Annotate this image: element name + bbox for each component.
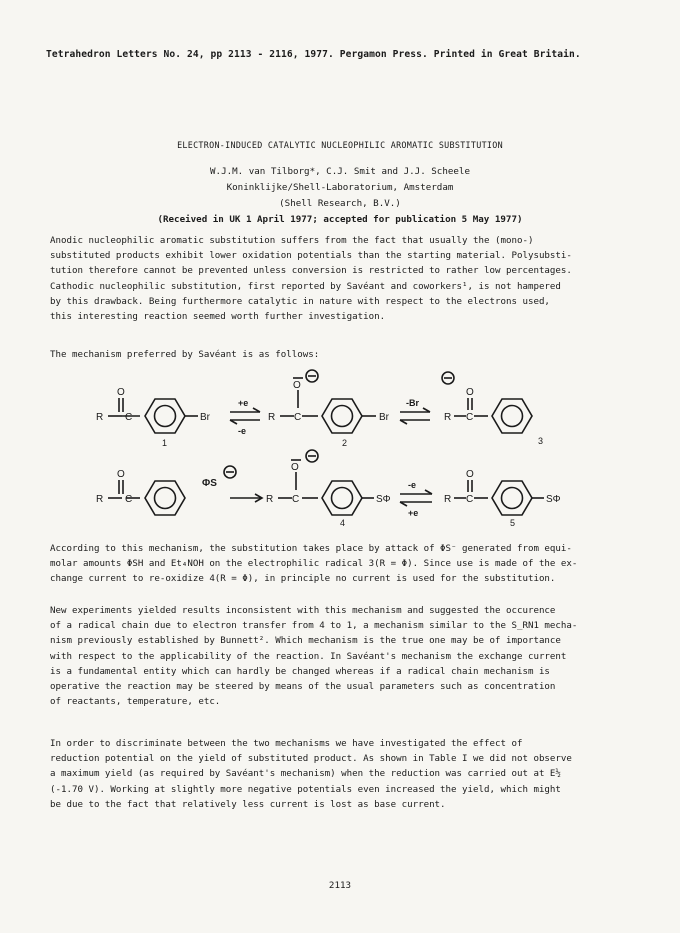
article-authors: W.J.M. van Tilborg*, C.J. Smit and J.J. Scheele	[210, 166, 470, 177]
reaction-scheme-row-2	[90, 440, 610, 528]
text-line: molar amounts ΦSH and Et₄NOH on the electrophilic radical 3(R = Φ). Since use is made of the ex-	[50, 559, 578, 570]
carbonyl-oxygen-label: O	[117, 387, 125, 398]
compound-1-label: 1	[162, 438, 168, 448]
thiophenyl-label: SΦ	[546, 494, 561, 505]
received-line: (Received in UK 1 April 1977; accepted for publication 5 May 1977)	[157, 214, 523, 225]
text-line: nism previously established by Bunnett². Which mechanism is the true one may be of importance	[50, 636, 561, 647]
text-line: In order to discriminate between the two mechanisms we have investigated the effect of	[50, 739, 523, 749]
r-group-label: R	[444, 494, 452, 505]
text-line: The mechanism preferred by Savéant is as follows:	[50, 350, 320, 360]
anion-oxygen-label: O	[291, 462, 299, 473]
arrow-label-minus-e: -e	[408, 480, 417, 490]
text-line: of reactants, temperature, etc.	[50, 697, 221, 708]
thiophenoxide-label: ΦS	[202, 478, 217, 489]
carbonyl-oxygen-label: O	[466, 469, 474, 480]
text-line: by this drawback. Being furthermore catalytic in nature with respect to the electrons used,	[50, 296, 550, 307]
arrow-label-minus-e: -e	[238, 426, 247, 436]
article-affiliation: Koninklijke/Shell-Laboratorium, Amsterdam	[226, 182, 454, 193]
thiophenyl-label: SΦ	[376, 494, 391, 505]
text-line: be due to the fact that relatively less current is lost as base current.	[50, 799, 446, 810]
carbon-label: C	[466, 412, 474, 423]
carbon-label: C	[292, 494, 300, 505]
bromo-label: Br	[200, 412, 210, 423]
minus-charge: −	[308, 451, 314, 461]
text-line: New experiments yielded results inconsistent with this mechanism and suggested the occurence	[50, 606, 556, 616]
text-line: change current to re-oxidize 4(R = Φ), in principle no current is used for the substitution.	[50, 574, 556, 585]
paragraph-4	[50, 604, 630, 710]
minus-charge: −	[444, 373, 450, 383]
article-title: ELECTRON-INDUCED CATALYTIC NUCLEOPHILIC AROMATIC SUBSTITUTION	[177, 140, 503, 150]
carbonyl-oxygen-label: O	[466, 387, 474, 398]
r-group-label: R	[444, 412, 452, 423]
text-line: operative the reaction may be steered by means of the usual parameters such as concentration	[50, 681, 556, 692]
minus-charge: −	[308, 371, 314, 381]
text-line: tution therefore cannot be prevented unless conversion is restricted to rather low percentages.	[50, 266, 572, 277]
journal-header: Tetrahedron Letters No. 24, pp 2113 - 2116, 1977. Pergamon Press. Printed in Great Britain.	[46, 49, 581, 60]
minus-charge: −	[226, 467, 232, 477]
compound-4-label: 4	[340, 518, 346, 528]
carbon-label: C	[125, 412, 133, 423]
compound-5-label: 5	[510, 518, 516, 528]
reaction-scheme-row-1	[90, 368, 610, 448]
page-number: 2113	[328, 880, 352, 891]
text-line: with respect to the applicability of the reaction. In Savéant's mechanism the exchange current	[50, 651, 567, 662]
bromo-label: Br	[379, 412, 389, 423]
arrow-label-minus-br: -Br	[406, 398, 419, 408]
r-group-label: R	[96, 412, 104, 423]
carbon-label: C	[466, 494, 474, 505]
compound-3-label: 3	[538, 436, 544, 446]
text-line: of a radical chain due to electron transfer from 4 to 1, a mechanism similar to the S_RN1 mecha-	[50, 621, 578, 632]
text-line: this interesting reaction seemed worth further investigation.	[50, 311, 386, 322]
text-line: Cathodic nucleophilic substitution, first reported by Savéant and coworkers¹, is not hampered	[50, 281, 561, 292]
text-line: reduction potential on the yield of substituted product. As shown in Table I we did not observe	[50, 754, 572, 765]
text-line: Anodic nucleophilic aromatic substitution suffers from the fact that usually the (mono-)	[50, 236, 534, 246]
paragraph-1	[50, 234, 630, 325]
article-affiliation-note: (Shell Research, B.V.)	[279, 198, 401, 209]
text-line: According to this mechanism, the substitution takes place by attack of ΦS⁻ generated from equi-	[50, 544, 572, 554]
text-line: is a fundamental entity which can hardly be changed whereas if a radical chain mechanism is	[50, 666, 550, 677]
arrow-label-plus-e: +e	[238, 398, 249, 408]
text-line: a maximum yield (as required by Savéant's mechanism) when the reduction was carried out at E½	[50, 769, 561, 780]
r-group-label: R	[268, 412, 276, 423]
paragraph-5	[50, 737, 630, 813]
text-line: (-1.70 V). Working at slightly more negative potentials even increased the yield, which might	[50, 784, 561, 795]
carbon-label: C	[294, 412, 302, 423]
paragraph-3	[50, 542, 630, 588]
arrow-label-plus-e: +e	[408, 508, 419, 518]
carbonyl-oxygen-label: O	[117, 469, 125, 480]
text-line: substituted products exhibit lower oxidation potentials than the starting material. Polysubsti-	[50, 251, 572, 262]
compound-2-label: 2	[342, 438, 348, 448]
r-group-label: R	[96, 494, 104, 505]
anion-oxygen-label: O	[293, 380, 301, 391]
r-group-label: R	[266, 494, 274, 505]
carbon-label: C	[125, 494, 133, 505]
paragraph-2	[50, 348, 630, 363]
